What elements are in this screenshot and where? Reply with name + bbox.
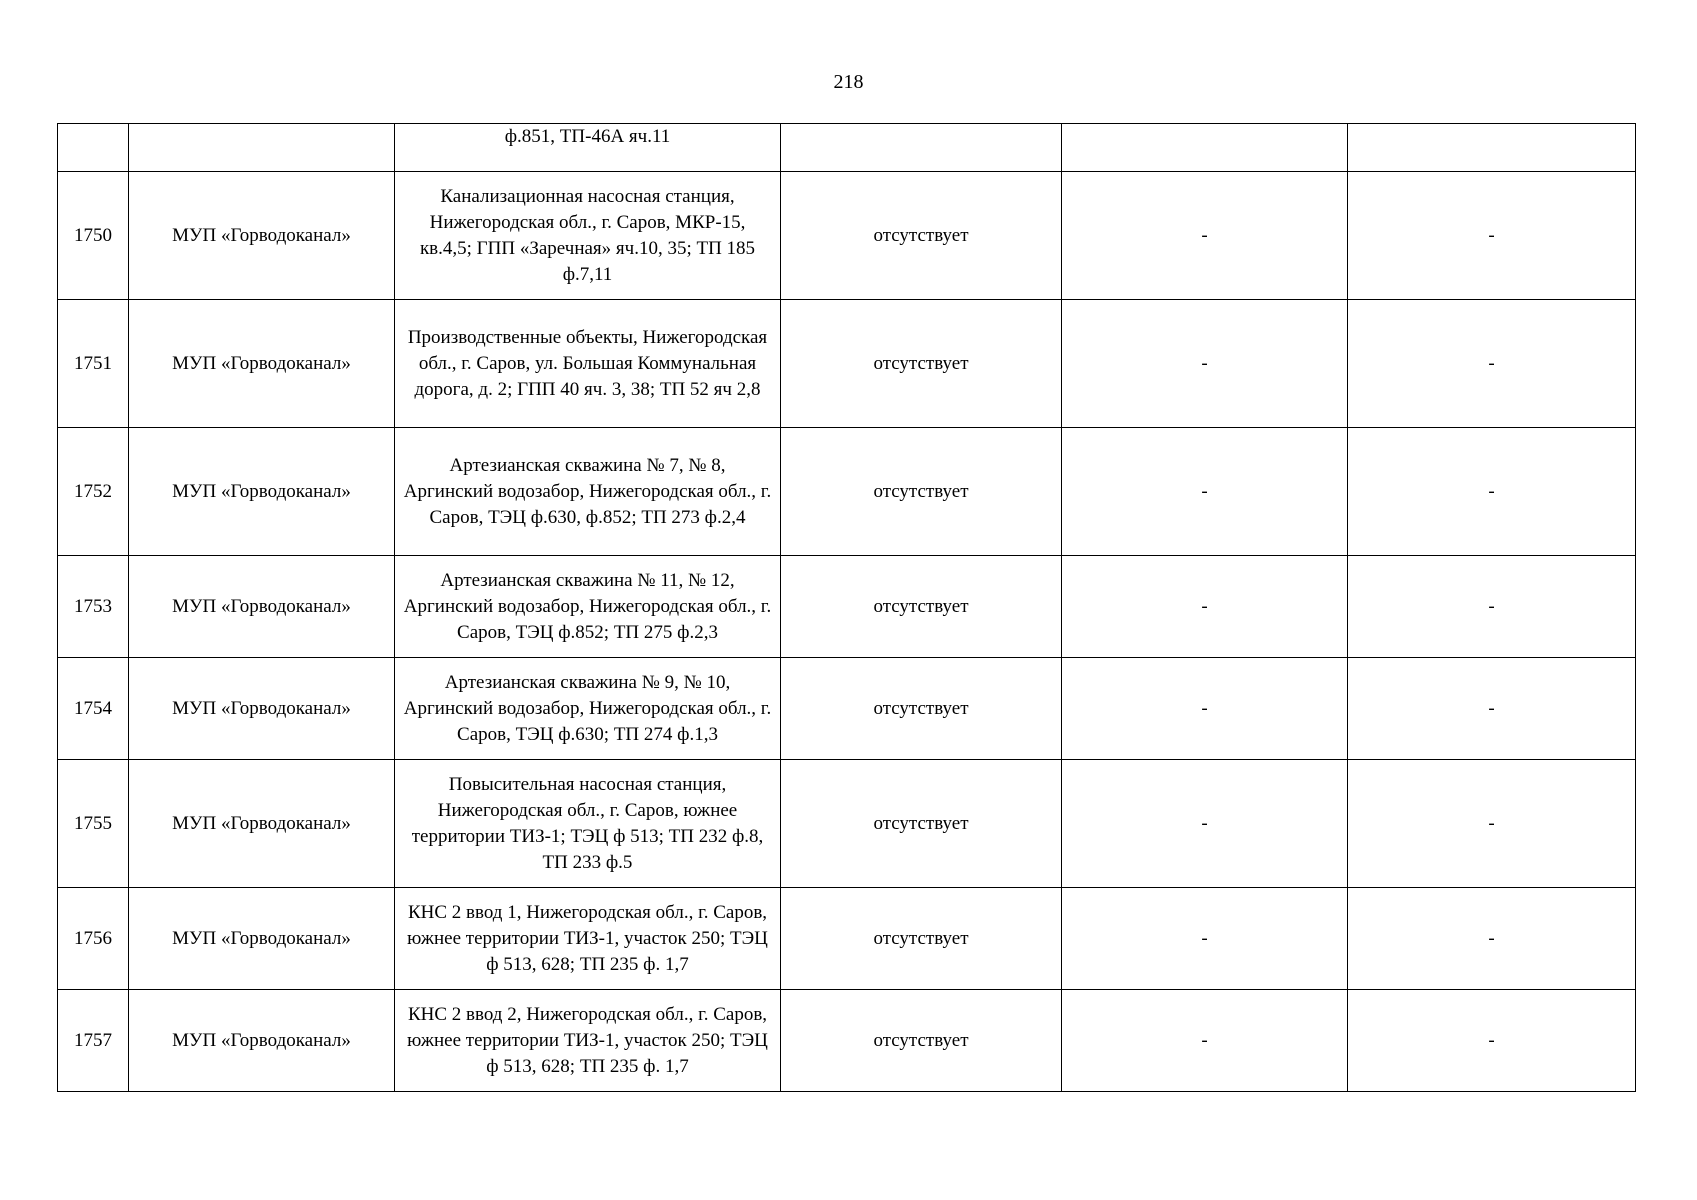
cell-number: 1755 — [58, 760, 129, 888]
cell-organization: МУП «Горводоканал» — [129, 428, 395, 556]
cell-number: 1750 — [58, 172, 129, 300]
table-row — [58, 888, 1636, 990]
cell-object: Производственные объекты, Нижегородская обл., г. Саров, ул. Большая Коммунальная дорога, д. 2; ГПП 40 яч. 3, 38; ТП 52 яч 2,8 — [395, 300, 781, 428]
table-row — [58, 172, 1636, 300]
cell-object: КНС 2 ввод 1, Нижегородская обл., г. Саров, южнее территории ТИЗ-1, участок 250; ТЭЦ ф 513, 628; ТП 235 ф. 1,7 — [395, 888, 781, 990]
table-row — [58, 990, 1636, 1092]
cell-object: Артезианская скважина № 11, № 12, Аргинский водозабор, Нижегородская обл., г. Саров, ТЭЦ ф.852; ТП 275 ф.2,3 — [395, 556, 781, 658]
cell-number: 1757 — [58, 990, 129, 1092]
cell-status: отсутствует — [781, 428, 1062, 556]
cell-object: КНС 2 ввод 2, Нижегородская обл., г. Саров, южнее территории ТИЗ-1, участок 250; ТЭЦ ф 513, 628; ТП 235 ф. 1,7 — [395, 990, 781, 1092]
cell-col6: - — [1348, 428, 1636, 556]
cell-object: Артезианская скважина № 9, № 10, Аргинский водозабор, Нижегородская обл., г. Саров, ТЭЦ ф.630; ТП 274 ф.1,3 — [395, 658, 781, 760]
cell-col6: - — [1348, 888, 1636, 990]
cell-organization: МУП «Горводоканал» — [129, 888, 395, 990]
cell-col5: - — [1062, 760, 1348, 888]
cell-organization: МУП «Горводоканал» — [129, 300, 395, 428]
cell-col6: - — [1348, 990, 1636, 1092]
cell-col5: - — [1062, 300, 1348, 428]
table-row-continuation — [58, 124, 1636, 172]
cell-status: отсутствует — [781, 658, 1062, 760]
cell-status: отсутствует — [781, 760, 1062, 888]
cell-status: отсутствует — [781, 172, 1062, 300]
cell-object: Канализационная насосная станция, Нижегородская обл., г. Саров, МКР-15, кв.4,5; ГПП «Заречная» яч.10, 35; ТП 185 ф.7,11 — [395, 172, 781, 300]
cell-number — [58, 124, 129, 172]
cell-organization: МУП «Горводоканал» — [129, 760, 395, 888]
cell-col5 — [1062, 124, 1348, 172]
cell-col5: - — [1062, 428, 1348, 556]
cell-status: отсутствует — [781, 556, 1062, 658]
cell-object: ф.851, ТП-46А яч.11 — [395, 124, 781, 172]
cell-number: 1751 — [58, 300, 129, 428]
cell-number: 1756 — [58, 888, 129, 990]
table-row — [58, 658, 1636, 760]
cell-organization: МУП «Горводоканал» — [129, 556, 395, 658]
cell-organization: МУП «Горводоканал» — [129, 172, 395, 300]
cell-status: отсутствует — [781, 888, 1062, 990]
cell-number: 1753 — [58, 556, 129, 658]
cell-col5: - — [1062, 556, 1348, 658]
cell-status — [781, 124, 1062, 172]
cell-col6: - — [1348, 760, 1636, 888]
cell-col5: - — [1062, 658, 1348, 760]
cell-organization: МУП «Горводоканал» — [129, 658, 395, 760]
cell-organization — [129, 124, 395, 172]
cell-col6 — [1348, 124, 1636, 172]
cell-object: Повысительная насосная станция, Нижегородская обл., г. Саров, южнее территории ТИЗ-1; ТЭЦ ф 513; ТП 232 ф.8, ТП 233 ф.5 — [395, 760, 781, 888]
cell-col6: - — [1348, 300, 1636, 428]
cell-col6: - — [1348, 556, 1636, 658]
table-row — [58, 428, 1636, 556]
cell-organization: МУП «Горводоканал» — [129, 990, 395, 1092]
table-row — [58, 760, 1636, 888]
cell-status: отсутствует — [781, 990, 1062, 1092]
page-number: 218 — [833, 71, 864, 93]
cell-col6: - — [1348, 172, 1636, 300]
cell-col5: - — [1062, 888, 1348, 990]
cell-number: 1752 — [58, 428, 129, 556]
cell-col6: - — [1348, 658, 1636, 760]
cell-number: 1754 — [58, 658, 129, 760]
table-row — [58, 556, 1636, 658]
cell-object: Артезианская скважина № 7, № 8, Аргинский водозабор, Нижегородская обл., г. Саров, ТЭЦ ф.630, ф.852; ТП 273 ф.2,4 — [395, 428, 781, 556]
cell-status: отсутствует — [781, 300, 1062, 428]
cell-col5: - — [1062, 990, 1348, 1092]
table-row — [58, 300, 1636, 428]
data-table — [57, 123, 1636, 1092]
cell-col5: - — [1062, 172, 1348, 300]
